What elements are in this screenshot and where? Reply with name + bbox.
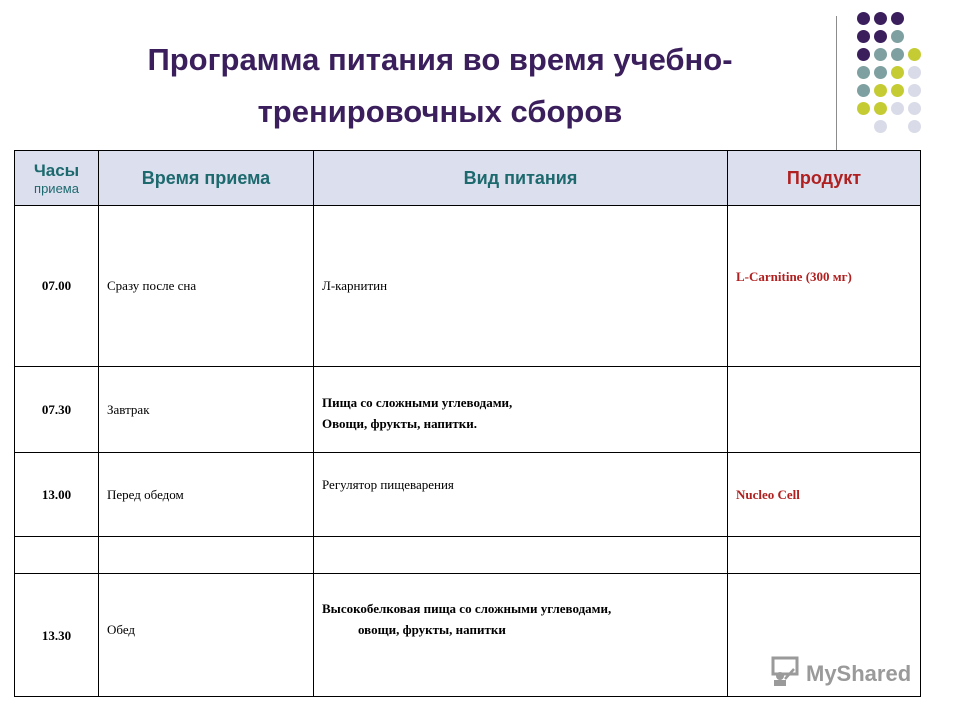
cell-hours: 13.30 xyxy=(15,574,99,697)
page-title xyxy=(40,34,840,138)
cell-time: Перед обедом xyxy=(99,453,314,537)
header-hours-line1: Часы xyxy=(33,160,80,180)
title-line-2: тренировочных сборов xyxy=(257,94,623,129)
decorative-dot xyxy=(908,48,921,61)
decorative-dot xyxy=(891,66,904,79)
cell-time: Сразу после сна xyxy=(99,206,314,367)
header-product: Продукт xyxy=(728,151,921,206)
table-header-row xyxy=(15,151,921,206)
cell-type xyxy=(314,537,728,574)
cell-hours: 13.00 xyxy=(15,453,99,537)
cell-time: Обед xyxy=(99,574,314,697)
table-row xyxy=(15,206,921,367)
header-type: Вид питания xyxy=(314,151,728,206)
product-label: L-Carnitine (300 мг) xyxy=(736,269,852,284)
nutrition-schedule-table xyxy=(14,150,921,697)
header-hours-line2: приема xyxy=(34,180,79,196)
cell-type xyxy=(314,367,728,453)
table-row xyxy=(15,537,921,574)
cell-type-line2: Овощи, фрукты, напитки. xyxy=(322,416,478,431)
decorative-divider xyxy=(836,16,837,150)
cell-type-line1: Высокобелковая пища со сложными углеводами, xyxy=(322,601,612,616)
decorative-dot xyxy=(908,66,921,79)
decorative-dot xyxy=(857,84,870,97)
decorative-dot xyxy=(874,30,887,43)
teacher-board-icon xyxy=(768,655,802,693)
cell-hours: 07.00 xyxy=(15,206,99,367)
cell-type-line1: Пища со сложными углеводами, xyxy=(322,395,513,410)
decorative-dot xyxy=(857,66,870,79)
decorative-dot xyxy=(908,120,921,133)
decorative-dot xyxy=(874,12,887,25)
table-row xyxy=(15,453,921,537)
decorative-dot xyxy=(874,120,887,133)
decorative-dot-grid xyxy=(852,12,932,152)
decorative-dot xyxy=(891,48,904,61)
cell-product xyxy=(728,206,921,367)
watermark xyxy=(768,654,911,694)
decorative-dot xyxy=(891,84,904,97)
cell-hours: 07.30 xyxy=(15,367,99,453)
decorative-dot xyxy=(857,102,870,115)
decorative-dot xyxy=(891,102,904,115)
decorative-dot xyxy=(874,66,887,79)
decorative-dot xyxy=(908,102,921,115)
cell-product xyxy=(728,537,921,574)
watermark-text: MyShared xyxy=(806,661,912,686)
decorative-dot xyxy=(874,102,887,115)
cell-type-line2: овощи, фрукты, напитки xyxy=(358,622,506,637)
header-time: Время приема xyxy=(99,151,314,206)
cell-time xyxy=(99,537,314,574)
cell-type xyxy=(314,574,728,697)
cell-product xyxy=(728,453,921,537)
cell-time: Завтрак xyxy=(99,367,314,453)
cell-type-text: Регулятор пищеварения xyxy=(322,477,454,492)
decorative-dot xyxy=(857,30,870,43)
table-row xyxy=(15,367,921,453)
decorative-dot xyxy=(908,84,921,97)
decorative-dot xyxy=(874,84,887,97)
decorative-dot xyxy=(891,30,904,43)
header-hours xyxy=(15,151,99,206)
product-label: Nucleo Cell xyxy=(736,486,800,502)
cell-product xyxy=(728,367,921,453)
decorative-dot xyxy=(874,48,887,61)
cell-type: Л-карнитин xyxy=(314,206,728,367)
title-line-1: Программа питания во время учебно- xyxy=(147,42,733,77)
cell-hours xyxy=(15,537,99,574)
decorative-dot xyxy=(857,48,870,61)
cell-type xyxy=(314,453,728,537)
decorative-dot xyxy=(857,12,870,25)
decorative-dot xyxy=(891,12,904,25)
